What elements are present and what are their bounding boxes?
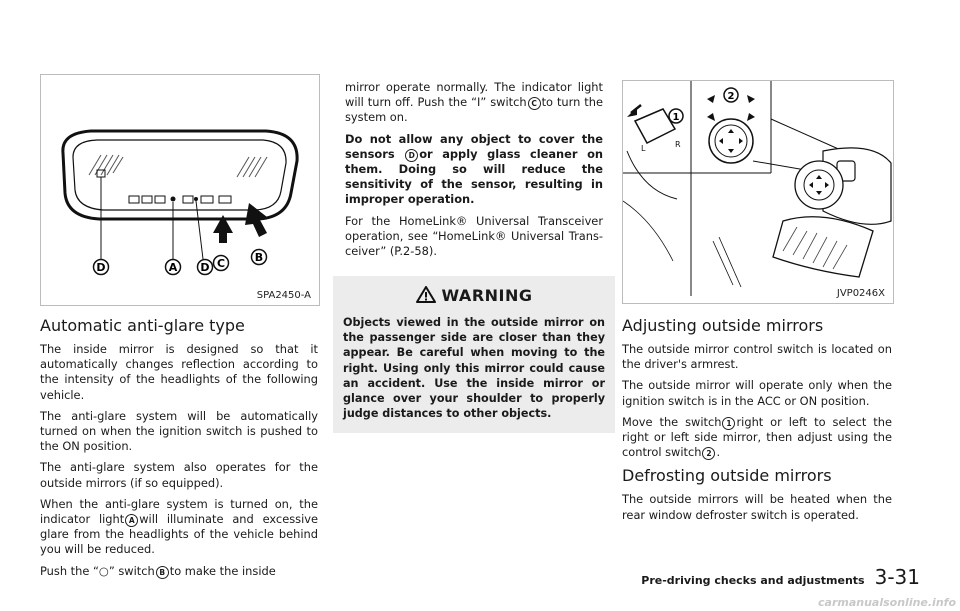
callout-a: A: [168, 261, 178, 274]
anti-glare-paragraph-2: The anti-glare system will be automatically turned on when the ignition switch is pushed to the ON position.: [40, 408, 318, 454]
column-middle: [345, 80, 603, 291]
callout-d-left: D: [96, 261, 106, 274]
mirror-switch-illustration: [623, 81, 893, 303]
mark-c: C: [528, 97, 541, 110]
mark-2: 2: [702, 447, 715, 460]
watermark: carmanualsonline.info: [818, 596, 956, 609]
heading-defrosting-outside-mirrors: Defrosting outside mirrors: [622, 466, 832, 486]
defrosting-paragraph: The outside mirrors will be heated when the rear window defroster switch is operated.: [622, 492, 892, 522]
anti-glare-paragraph-3: The anti-glare system also operates for the outside mirrors (if so equipped).: [40, 460, 318, 490]
svg-text:L: L: [641, 144, 646, 153]
heading-anti-glare: Automatic anti-glare type: [40, 316, 245, 335]
callout-1: 1: [672, 112, 680, 123]
mirror-normal-paragraph: mirror operate normally. The indicator light will turn off. Push the “I” switch C to turn the system on.: [345, 80, 603, 125]
column-left: [40, 316, 318, 579]
warning-header: WARNING: [343, 286, 605, 305]
outside-mirror-switch-figure: [622, 80, 894, 304]
column-right: [622, 316, 892, 523]
mark-a: A: [125, 514, 138, 527]
anti-glare-paragraph-1: The inside mirror is designed so that it automatically changes reflection according to the intensity of the headlights of the following vehicle.: [40, 342, 318, 402]
warning-text: Objects viewed in the outside mirror on the passenger side are closer than they appear. Be careful when moving to the right. Using only this mirror could cause an accident. Use the inside mirror or glance over your shoulder to properly judge distances to other objects.: [343, 316, 605, 421]
warning-triangle-icon: [416, 286, 436, 303]
anti-glare-paragraph-4: When the anti-glare system is turned on, the indicator light A will illuminate and excessive glare from the headlights of the vehicle behind you will be reduced.: [40, 496, 318, 557]
adjusting-paragraph-3: Move the switch 1 right or left to select the right or left side mirror, then adjust using the control switch 2 .: [622, 414, 892, 460]
callout-c: C: [216, 257, 226, 270]
svg-text:R: R: [675, 140, 681, 149]
callout-b: B: [254, 251, 264, 264]
figure-label-left: SPA2450-A: [256, 290, 311, 301]
mark-b: B: [156, 566, 169, 579]
callout-d-right: D: [200, 261, 210, 274]
adjusting-paragraph-2: The outside mirror will operate only when the ignition switch is in the ACC or ON position.: [622, 378, 892, 408]
homelink-paragraph: For the HomeLink® Universal Transceiver operation, see “HomeLink® Universal Trans-ceiver” (P.2-58).: [345, 213, 603, 259]
callout-2: 2: [727, 91, 735, 102]
inside-mirror-figure: [40, 74, 320, 306]
chapter-title: Pre-driving checks and adjustments: [641, 574, 865, 587]
figure-label-right: JVP0246X: [836, 288, 885, 299]
page-footer: [641, 565, 920, 589]
anti-glare-paragraph-5: Push the “○” switch B to make the inside: [40, 563, 276, 578]
mark-1: 1: [722, 417, 735, 430]
inside-mirror-illustration: [41, 75, 319, 305]
sensor-caution-paragraph: Do not allow any object to cover the sensors D or apply glass cleaner on them. Doing so will reduce the sensitivity of the sensor, resulting in improper operation.: [345, 131, 604, 207]
heading-adjusting-outside-mirrors: Adjusting outside mirrors: [622, 316, 824, 335]
mark-d: D: [405, 149, 418, 162]
page-number: 3-31: [874, 565, 920, 589]
warning-box: [333, 276, 615, 433]
adjusting-paragraph-1: The outside mirror control switch is located on the driver's armrest.: [622, 342, 892, 372]
